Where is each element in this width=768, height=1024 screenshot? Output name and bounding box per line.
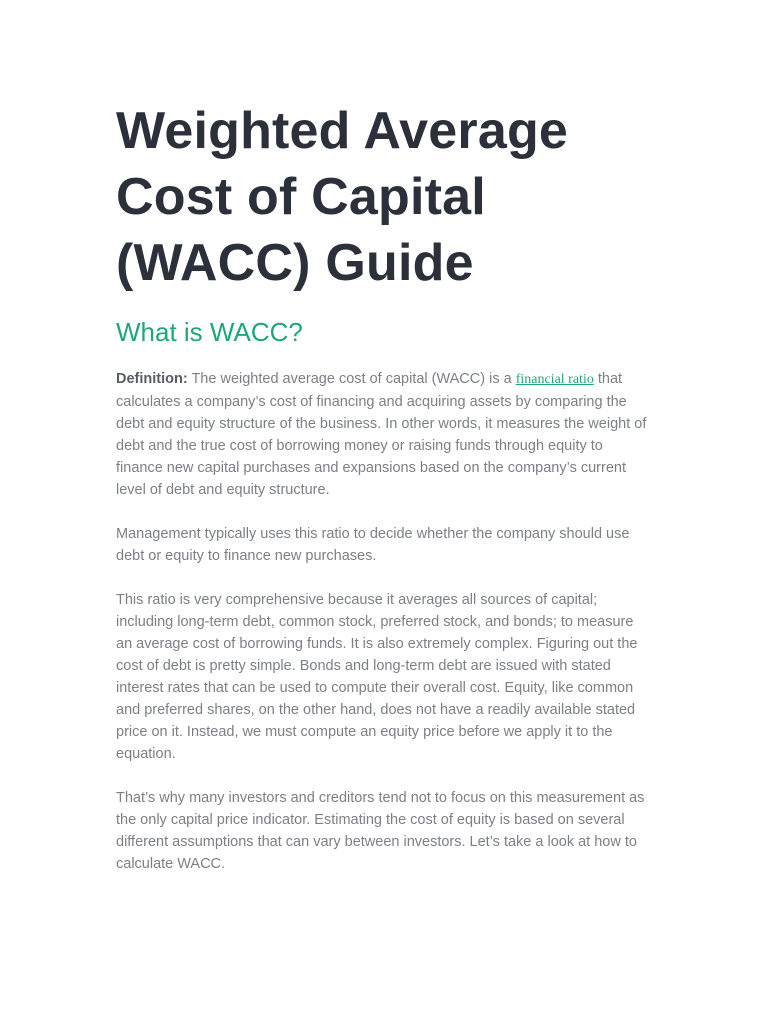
definition-text-before-link: The weighted average cost of capital (WACC) is a: [187, 371, 516, 387]
document-page: [116, 98, 648, 875]
definition-label: Definition:: [116, 371, 188, 387]
section-heading: What is WACC?: [116, 317, 303, 347]
financial-ratio-link[interactable]: financial ratio: [515, 372, 594, 387]
title-line-3: (WACC) Guide: [116, 234, 474, 292]
definition-paragraph: [116, 368, 648, 501]
paragraph-management: Management typically uses this ratio to decide whether the company should use debt or equity to finance new purchases.: [116, 526, 630, 564]
paragraph-comprehensive: This ratio is very comprehensive because it averages all sources of capital; including long-term debt, common stock, preferred stock, and bonds; to measure an average cost of borrowing funds. It is also extremely complex. Figuring out the cost of debt is pretty simple. Bonds and long-term debt are issued with stated interest rates that can be used to compute their overall cost. Equity, like common and preferred shares, on the other hand, does not have a readily available stated price on it. Instead, we must compute an equity price before we apply it to the equation.: [116, 592, 638, 762]
title-line-2: Cost of Capital: [116, 168, 486, 226]
title-line-1: Weighted Average: [116, 102, 569, 160]
page-title: [116, 98, 648, 296]
paragraph-investors: That’s why many investors and creditors tend not to focus on this measurement as the only capital price indicator. Estimating the cost of equity is based on several different assumptions that can vary between investors. Let’s take a look at how to calculate WACC.: [116, 790, 645, 872]
definition-text-after-link: that calculates a company’s cost of financing and acquiring assets by comparing the debt and equity structure of the business. In other words, it measures the weight of debt and the true cost of borrowing money or raising funds through equity to finance new capital purchases and expansions based on the company’s current level of debt and equity structure.: [116, 371, 647, 498]
